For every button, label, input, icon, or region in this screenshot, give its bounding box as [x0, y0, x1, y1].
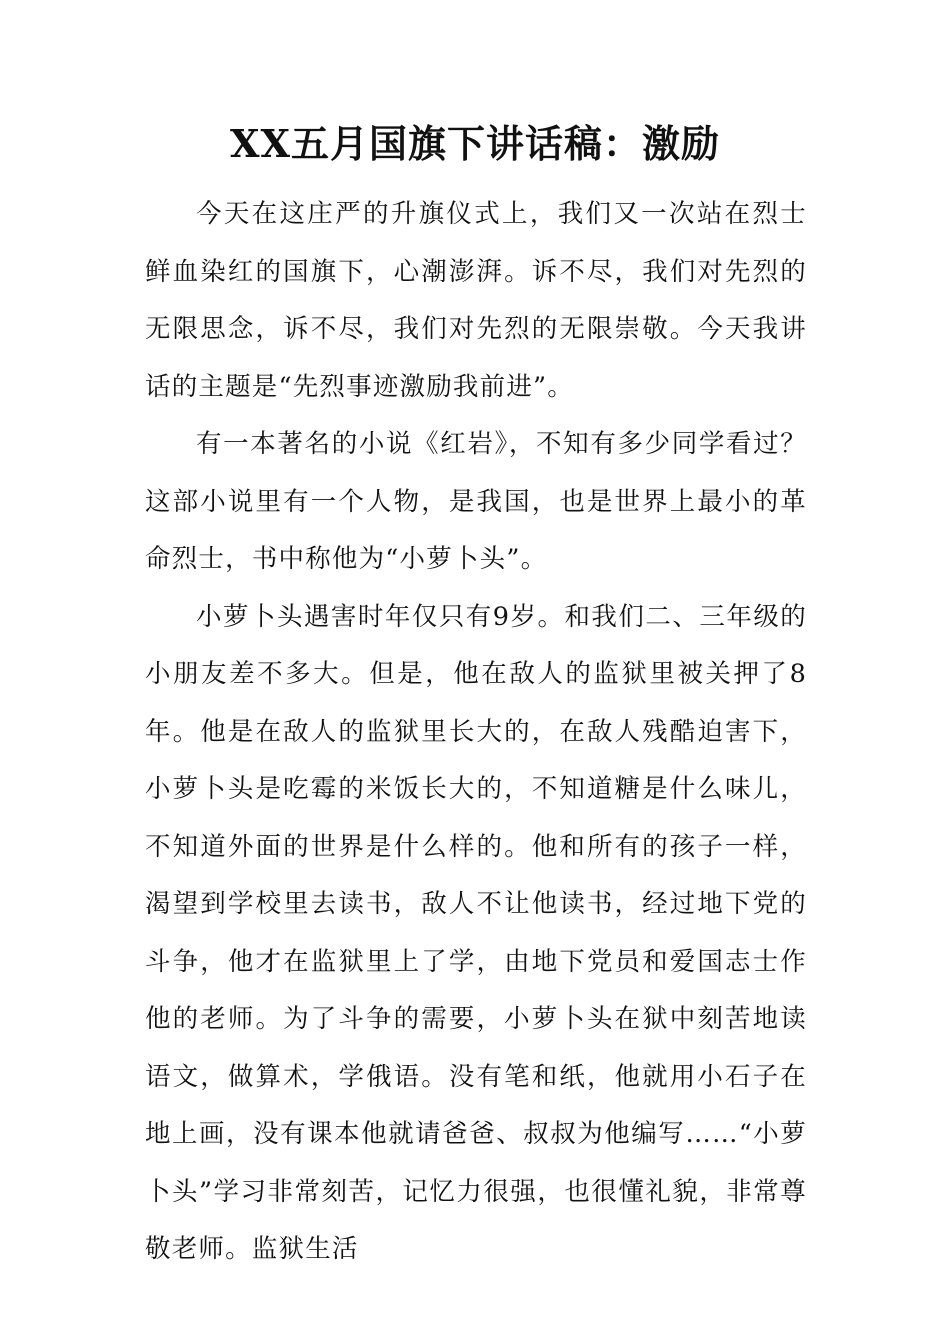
paragraph-3: 小萝卜头遇害时年仅只有9岁。和我们二、三年级的小朋友差不多大。但是，他在敌人的监狱里被关押了8年。他是在敌人的监狱里长大的，在敌人残酷迫害下，小萝卜头是吃霉的米饭长大的，不知道糖是什么味儿，不知道外面的世界是什么样的。他和所有的孩子一样，渴望到学校里去读书，敌人不让他读书，经过地下党的斗争，他才在监狱里上了学，由地下党员和爱国志士作他的老师。为了斗争的需要，小萝卜头在狱中刻苦地读语文，做算术，学俄语。没有笔和纸，他就用小石子在地上画，没有课本他就请爸爸、叔叔为他编写……“小萝卜头”学习非常刻苦，记忆力很强，也很懂礼貌，非常尊敬老师。监狱生活 [145, 601, 807, 1264]
paragraph-2: 有一本著名的小说《红岩》，不知有多少同学看过？这部小说里有一个人物，是我国，也是世界上最小的革命烈士，书中称他为“小萝卜头”。 [145, 429, 807, 574]
paragraph-1: 今天在这庄严的升旗仪式上，我们又一次站在烈士鲜血染红的国旗下，心潮澎湃。诉不尽，我们对先烈的无限思念，诉不尽，我们对先烈的无限崇敬。今天我讲话的主题是“先烈事迹激励我前进”。 [145, 199, 807, 402]
document-body [145, 186, 807, 1279]
document-title: XX五月国旗下讲话稿：激励 [230, 121, 720, 166]
